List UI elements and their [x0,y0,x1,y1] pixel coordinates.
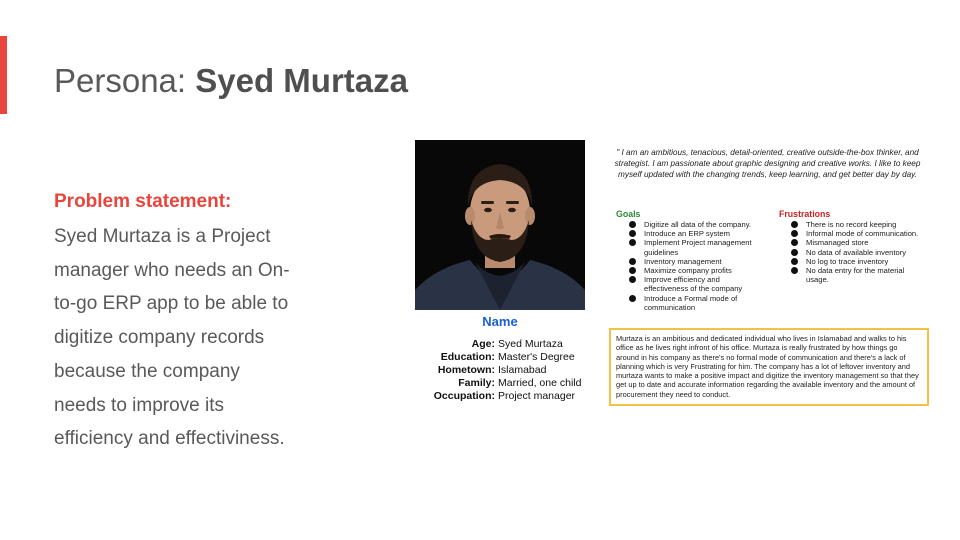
profile-value: Married, one child [498,377,582,389]
list-item [624,238,764,256]
accent-bar [0,36,7,114]
goal-text: Implement Project management guidelines [644,238,752,257]
list-item [624,257,764,266]
bullet-icon [629,258,636,265]
slide-title [54,62,408,100]
persona-photo [415,140,585,310]
profile-value: Master's Degree [498,351,575,363]
profile-row-age [415,338,615,351]
bullet-icon [791,267,798,274]
profile-row-occupation [415,390,615,403]
list-item [624,220,764,229]
list-item [786,257,926,266]
title-prefix: Persona: [54,62,196,99]
problem-statement-body: Syed Murtaza is a Project manager who needs an On-to-go ERP app to be able to digitize company records because the company needs to improve its efficiency and effectiviness. [54,226,290,450]
bio-box: Murtaza is an ambitious and dedicated individual who lives in Islamabad and walks to his office as he lives right infront of his office. Murtaza is really frustrated by how things go around in his company as there's no formal mode of communication and there's a lack of planning which is very Frustrating for him. The company has a lot of leftover inventory and murtaza wants to make a positive impact and digitize the inventory management so that they get up to date and accurate information regarding the available inventory and the amount of procurement they need to conduct. [609,328,929,406]
list-item [624,229,764,238]
bullet-icon [629,267,636,274]
goal-text: Inventory management [644,256,722,266]
profile-key: Age: [471,338,495,350]
bullet-icon [791,239,798,246]
list-item [786,229,926,238]
frustration-text: No data of available inventory [806,247,907,257]
goal-text: Introduce a Formal mode of communication [644,293,738,312]
profile-row-hometown [415,364,615,377]
frustrations-heading: Frustrations [779,209,831,219]
frustration-text: There is no record keeping [806,220,897,229]
list-item [624,275,764,293]
bullet-icon [629,276,636,283]
bullet-icon [629,230,636,237]
frustration-text: Mismanaged store [806,238,869,248]
goal-text: Digitize all data of the company. [644,220,752,229]
frustration-text: No data entry for the material usage. [806,266,905,285]
profile-info [415,338,615,403]
profile-key: Occupation: [433,390,495,402]
name-label: Name [482,314,518,329]
problem-statement-heading: Problem statement: [54,191,232,212]
goal-text: Introduce an ERP system [644,229,730,239]
bullet-icon [791,258,798,265]
bullet-icon [791,221,798,228]
list-item [624,266,764,275]
list-item [786,248,926,257]
list-item [624,294,764,312]
goal-text: Improve efficiency and effectiveness of the company [644,275,743,294]
profile-key: Hometown: [437,364,495,376]
persona-portrait-image [415,140,585,310]
profile-value: Islamabad [498,364,547,376]
profile-value: Syed Murtaza [498,338,563,350]
bullet-icon [629,221,636,228]
bullet-icon [791,249,798,256]
frustrations-list [786,220,926,284]
list-item [786,220,926,229]
goals-list [624,220,764,312]
list-item [786,266,926,284]
persona-quote: " I am an ambitious, tenacious, detail-oriented, creative outside-the-box thinker, and strategist. I am passionate about graphic designing and creative works. I like to keep myself updated with the changing trends, keep learning, and get better day by day. [614,148,921,180]
goal-text: Maximize company profits [644,266,732,276]
profile-value: Project manager [498,390,576,402]
list-item [786,238,926,247]
profile-row-family [415,377,615,390]
title-name: Syed Murtaza [195,62,408,99]
profile-row-education [415,351,615,364]
bullet-icon [791,230,798,237]
frustration-text: No log to trace inventory [806,256,889,266]
profile-key: Family: [458,377,495,389]
profile-key: Education: [440,351,495,363]
bullet-icon [629,239,636,246]
goals-heading: Goals [616,209,641,219]
frustration-text: Informal mode of communication. [806,229,919,239]
bullet-icon [629,295,636,302]
